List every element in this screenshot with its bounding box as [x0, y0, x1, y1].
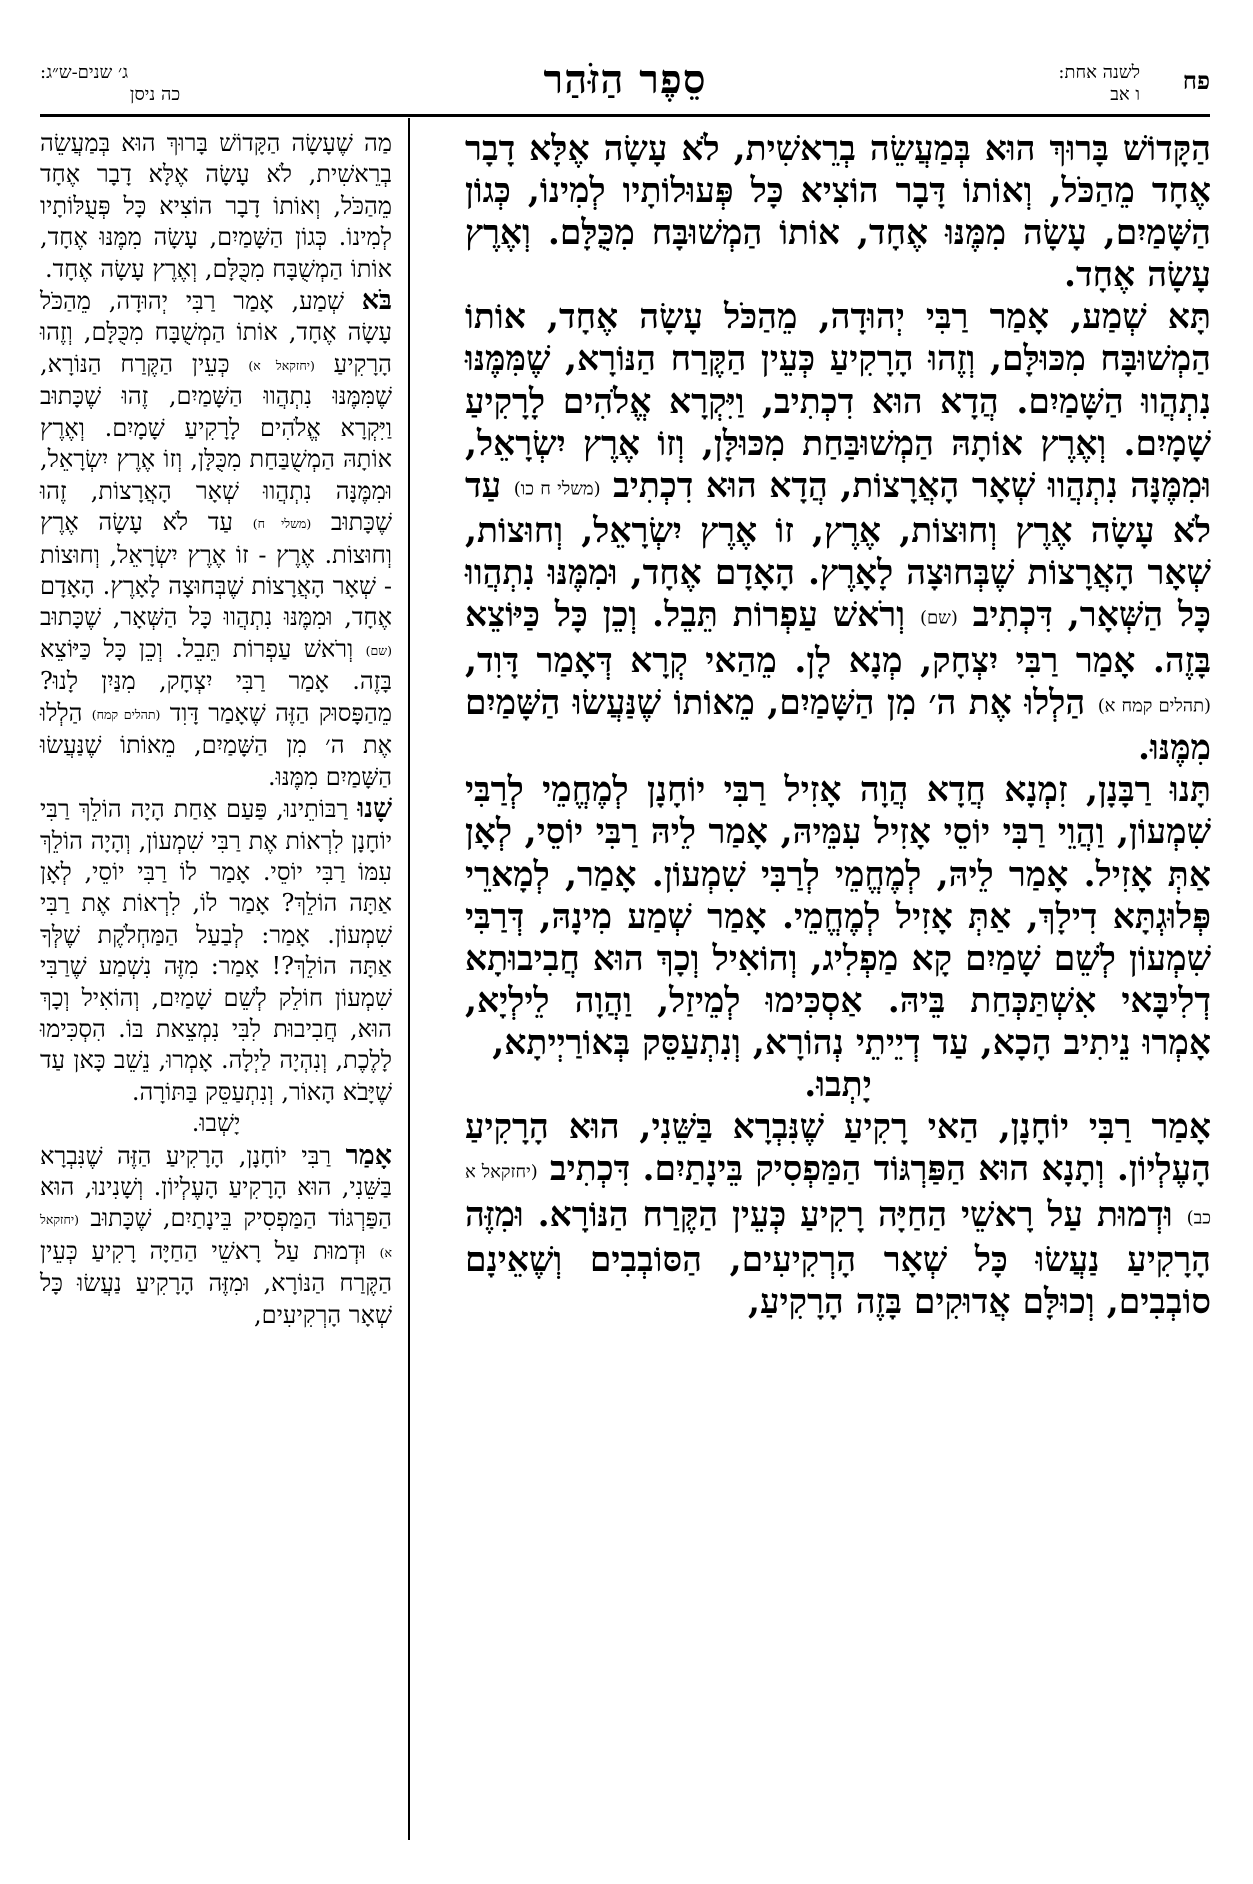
- opening-word: שָׁנוּ: [357, 793, 392, 825]
- main-paragraph-1: הַקָּדוֹשׁ בָּרוּךְ הוּא בְּמַעֲשֵׂה בְרֵאשִׁית, לֹא עָשָׂה אֶלָּא דָבָר אֶחָד מֵהַכֹּל, וְאוֹתוֹ דָּבָר הוֹצִיא כָּל פְּעוּלוֹתָיו לְמִינוֹ, כְּגוֹן הַשָּׁמַיִם, עָשָׂה מִמֶּנּוּ אֶחָד, אוֹתוֹ הַמְשׁוּבָּח מִכֻּלָּם. וְאֶרֶץ עָשָׂה אֶחָד.: [465, 129, 1211, 296]
- main-text-column: [465, 128, 1211, 1323]
- book-title: סֵפֶר הַזֹּהַר: [543, 56, 707, 103]
- column-divider: [408, 118, 410, 1840]
- citation: (תהלים קמח א): [1097, 695, 1212, 717]
- translation-paragraph-3: שָׁנוּ רַבּוֹתֵינוּ, פַּעַם אַחַת הָיָה הוֹלֵךְ רַבִּי יוֹחָנָן לִרְאוֹת אֶת רַבִּי שִׁמְעוֹן, וְהָיָה הוֹלֵךְ עִמּוֹ רַבִּי יוֹסֵי. אָמַר לוֹ רַבִּי יוֹסֵי, לְאָן אַתָּה הוֹלֵךְ? אָמַר לוֹ, לִרְאוֹת אֶת רַבִּי שִׁמְעוֹן. אָמַר: לְבַעַל הַמַּחְלֹקֶת שֶׁלְּךָ אַתָּה הוֹלֵךְ?! אָמַר: מִזֶּה נִשְׁמַע שֶׁרַבִּי שִׁמְעוֹן חוֹלֵק לְשֵׁם שָׁמַיִם, וְהוֹאִיל וְכָךְ הוּא, חֲבִיבוּת לִבִּי נִמְצֵאת בּוֹ. הִסְכִּימוּ לָלֶכֶת, וְנִהְיָה לַיְלָה. אָמְרוּ, נֵשֵׁב כָּאן עַד שֶׁיָּבֹא הָאוֹר, וְנִתְעַסֵּק בַּתּוֹרָה.: [40, 793, 392, 1106]
- translation-paragraph-1: מַה שֶׁעָשָׂה הַקָּדוֹשׁ בָּרוּךְ הוּא בְּמַעֲשֵׂה בְרֵאשִׁית, לֹא עָשָׂה אֶלָּא דָבָר אֶחָד מֵהַכֹּל, וְאוֹתוֹ דָבָר הוֹצִיא כָּל פְּעֻלּוֹתָיו לְמִינוֹ. כְּגוֹן הַשָּׁמַיִם, עָשָׂה מִמֶּנּוּ אֶחָד, אוֹתוֹ הַמְשֻׁבָּח מִכֻּלָּם, וְאֶרֶץ עָשָׂה אֶחָד.: [40, 129, 392, 283]
- header-divider: [40, 114, 1210, 117]
- translation-paragraph-3-last: יָשְׁבוּ.: [191, 1109, 241, 1138]
- main-paragraph-3: תָּנוּ רַבָּנָן, זִמְנָא חֲדָא הֲוָה אָזִיל רַבִּי יוֹחָנָן לְמֶחֱמֵי לְרַבִּי שִׁמְעוֹן, וַהֲוֵי רַבִּי יוֹסֵי אָזִיל עִמֵּיהּ, אָמַר לֵיהּ רַבִּי יוֹסֵי, לְאָן אַתְּ אָזִיל. אָמַר לֵיהּ, לְמֶחֱמֵי לְרַבִּי שִׁמְעוֹן. אָמַר, לְמָארֵי פְּלוּגְתָּא דִילָךְ, אַתְּ אָזִיל לְמֶחֱמֵי. אָמַר שְׁמַע מִינָהּ, דְּרַבִּי שִׁמְעוֹן לְשֵׁם שָׁמַיִם קָא מַפְלִיג, וְהוֹאִיל וְכָךְ הוּא חֲבִיבוּתָא דְלִיבָּאי אִשְׁתַּכְּחַת בֵּיהּ. אַסְכִּימוּ לְמֵיזַל, וַהֲוָה לֵילְיָא, אָמְרוּ נֵיתִיב הָכָא, עַד דְיֵיתֵי נְהוֹרָא, וְנִתְעַסֵּק בְּאוֹרַיְיתָא,: [465, 770, 1211, 1063]
- schedule-one-year-date: ו אב: [1110, 84, 1140, 105]
- translation-column: [40, 128, 392, 1331]
- schedule-three-years: [40, 62, 270, 106]
- citation: (יחזקאל א): [248, 357, 315, 373]
- schedule-three-years-date: כה ניסן: [129, 84, 181, 105]
- main-paragraph-2: תָּא שְׁמַע, אָמַר רַבִּי יְהוּדָה, מֵהַכֹּל עָשָׂה אֶחָד, אוֹתוֹ הַמְשׁוּבָּח מִכּוּלָּם, וְזֶהוּ הָרָקִיעַ כְּעֵין הַקֶּרַח הַנּוֹרָא, שֶׁמִּמֶּנּוּ נִתְהֲווּ הַשָּׁמַיִם. הֲדָא הוּא דִכְתִיב, וַיִּקְרָא אֱלֹהִים לָרָקִיעַ שָׁמָיִם. וְאֶרֶץ אוֹתָהּ הַמְשׁוּבַּחַת מִכּוּלָּן, וְזוֹ אֶרֶץ יִשְׂרָאֵל, וּמִמֶּנָּה נִתְהֲווּ שְׁאָר הָאֲרָצוֹת, הֲדָא הוּא דִכְתִיב (משלי ח כו) עַד לֹא עָשָׂה אֶרֶץ וְחוּצוֹת, אֶרֶץ, זוֹ אֶרֶץ יִשְׂרָאֵל, וְחוּצוֹת, שְׁאָר הָאֲרָצוֹת שֶׁבְּחוּצָה לָאָרֶץ. הָאָדָם אֶחָד, וּמִמֶּנּוּ נִתְהֲווּ כָּל הַשְּׁאָר, דִּכְתִיב (שם) וְרֹאשׁ עַפְרוֹת תֵּבֵל. וְכֵן כָּל כַּיּוֹצֵא בָּזֶה. אָמַר רַבִּי יִצְחָק, מְנָא לָן. מֵהַאי קְרָא דְּאָמַר דָּוִד, (תהלים קמח א) הַלְלוּ אֶת ה׳ מִן הַשָּׁמַיִם, מֵאוֹתוֹ שֶׁנַּעֲשׂוּ הַשָּׁמַיִם מִמֶּנּוּ.: [465, 297, 1212, 769]
- citation: (יחזקאל א כב): [465, 1161, 1211, 1228]
- citation: (יחזקאל א): [40, 1212, 393, 1261]
- citation: (משלי ח כו): [513, 478, 601, 500]
- schedule-one-year-label: לשנה אחת:: [1058, 62, 1140, 83]
- translation-paragraph-4: אָמַר רַבִּי יוֹחָנָן, הָרָקִיעַ הַזֶּה שֶׁנִּבְרָא בַּשֵּׁנִי, הוּא הָרָקִיעַ הָעֶלְיוֹן. וְשָׁנִינוּ, הוּא הַפַּרְגּוֹד הַמַּפְסִיק בֵּינָתַיִם, שֶׁכָּתוּב (יחזקאל א) וּדְמוּת עַל רָאשֵׁי הַחַיָּה רָקִיעַ כְּעֵין הַקֶּרַח הַנּוֹרָא, וּמִזֶּה הָרָקִיעַ נַעֲשׂוּ כָּל שְׁאָר הָרְקִיעִים,: [40, 1139, 393, 1329]
- citation: (תהלים קמח): [91, 706, 161, 722]
- main-paragraph-3-last: יָתְבוּ.: [804, 1065, 872, 1105]
- page-header: [40, 58, 1210, 112]
- page-number: פח: [1182, 66, 1210, 95]
- translation-paragraph-2: בֹּא שְׁמַע, אָמַר רַבִּי יְהוּדָה, מֵהַכֹּל עָשָׂה אֶחָד, אוֹתוֹ הַמְשֻׁבָּח מִכֻּלָּם, וְזֶהוּ הָרָקִיעַ (יחזקאל א) כְּעֵין הַקֶּרַח הַנּוֹרָא, שֶׁמִּמֶּנּוּ נִתְהֲווּ הַשָּׁמַיִם, זֶהוּ שֶׁכָּתוּב וַיִּקְרָא אֱלֹהִים לָרָקִיעַ שָׁמָיִם. וְאֶרֶץ אוֹתָהּ הַמְשֻׁבַּחַת מִכֻּלָּן, וְזוֹ אֶרֶץ יִשְׂרָאֵל, וּמִמֶּנָּה נִתְהֲווּ שְׁאָר הָאֲרָצוֹת, זֶהוּ שֶׁכָּתוּב (משלי ח) עַד לֹא עָשָׂה אֶרֶץ וְחוּצוֹת. אֶרֶץ - זוֹ אֶרֶץ יִשְׂרָאֵל, וְחוּצוֹת - שְׁאָר הָאֲרָצוֹת שֶׁבְּחוּצָה לָאָרֶץ. הָאָדָם אֶחָד, וּמִמֶּנּוּ נִתְהֲווּ כָּל הַשְּׁאָר, שֶׁכָּתוּב (שם) וְרֹאשׁ עַפְרוֹת תֵּבֵל. וְכֵן כָּל כַּיּוֹצֵא בָּזֶה. אָמַר רַבִּי יִצְחָק, מִנַּיִן לָנוּ? מֵהַפָּסוּק הַזֶּה שֶׁאָמַר דָּוִד (תהלים קמח) הַלְלוּ אֶת ה׳ מִן הַשָּׁמַיִם, מֵאוֹתוֹ שֶׁנַּעֲשׂוּ הַשָּׁמַיִם מִמֶּנּוּ.: [40, 285, 392, 791]
- citation: (שם): [365, 642, 392, 658]
- schedule-three-years-label: ג׳ שנים-ש״ג:: [40, 62, 129, 83]
- main-paragraph-4: אָמַר רַבִּי יוֹחָנָן, הַאי רָקִיעַ שֶׁנִּבְרָא בַּשֵּׁנִי, הוּא הָרָקִיעַ הָעֶלְיוֹן. וְתָנָא הוּא הַפַּרְגּוֹד הַמַּפְסִיק בֵּינָתַיִם. דִּכְתִיב (יחזקאל א כב) וּדְמוּת עַל רָאשֵׁי הַחַיָּה רָקִיעַ כְּעֵין הַקֶּרַח הַנּוֹרָא. וּמִזֶּה הָרָקִיעַ נַעֲשׂוּ כָּל שְׁאָר הָרְקִיעִים, הַסּוֹבְבִים וְשֶׁאֵינָם סוֹבְבִים, וְכוּלָּם אֲדוּקִים בָּזֶה הָרָקִיעַ,: [465, 1107, 1211, 1323]
- opening-word: אָמַר: [345, 1139, 392, 1171]
- citation: (משלי ח): [252, 516, 312, 532]
- citation: (שם): [919, 607, 958, 629]
- opening-word: בֹּא: [361, 285, 392, 317]
